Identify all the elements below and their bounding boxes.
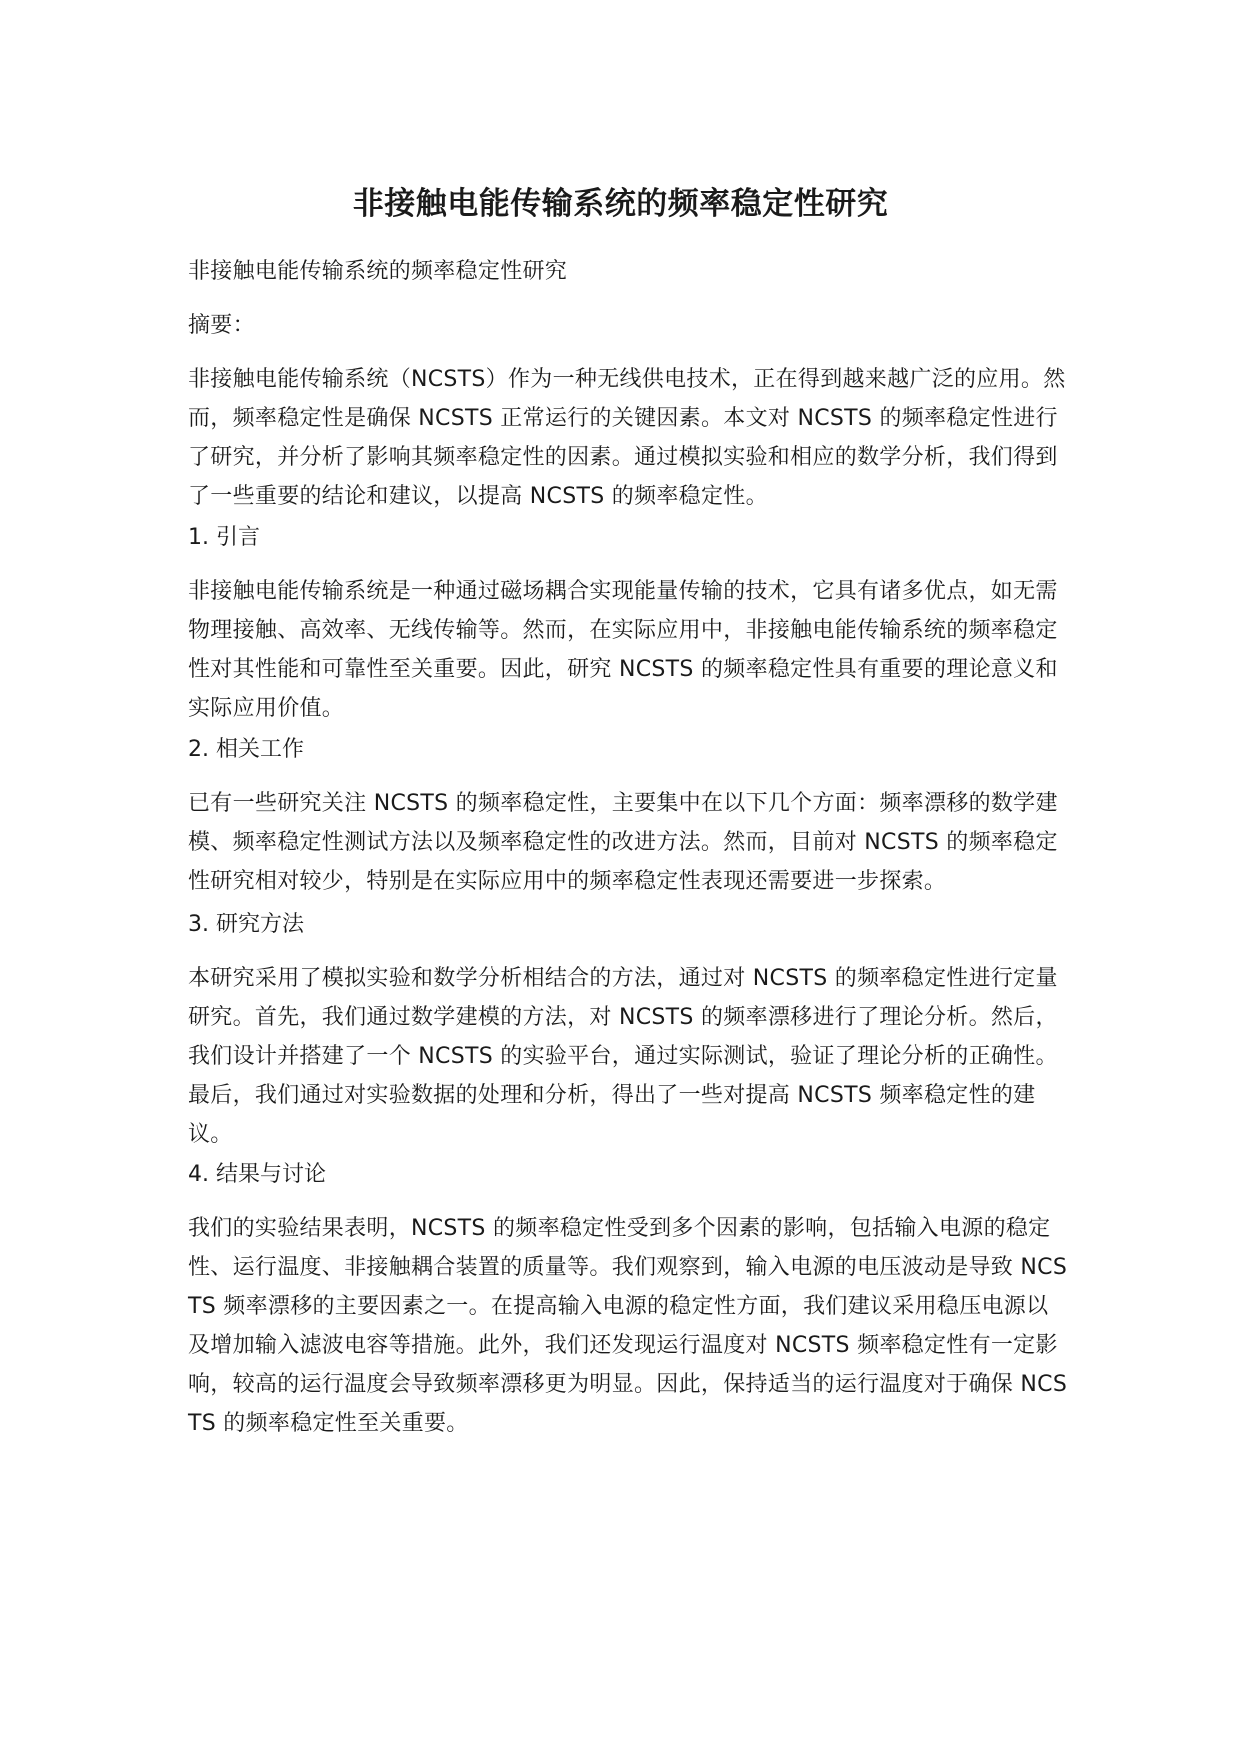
section-text-introduction: 非接触电能传输系统是一种通过磁场耦合实现能量传输的技术，它具有诸多优点，如无需物理接触、高效率、无线传输等。然而，在实际应用中，非接触电能传输系统的频率稳定性对其性能和可靠性至关重要。因此，研究 NCSTS 的频率稳定性具有重要的理论意义和实际应用价值。: [188, 579, 1058, 721]
section-heading-methods: 3. 研究方法: [188, 912, 304, 937]
document-title: 非接触电能传输系统的频率稳定性研究: [352, 186, 889, 222]
section-heading-related-work: 2. 相关工作: [188, 737, 304, 762]
section-heading-results: 4. 结果与讨论: [188, 1162, 326, 1187]
section-text-related-work: 已有一些研究关注 NCSTS 的频率稳定性，主要集中在以下几个方面：频率漂移的数学建模、频率稳定性测试方法以及频率稳定性的改进方法。然而，目前对 NCSTS 的频率稳定性研究相对较少，特别是在实际应用中的频率稳定性表现还需要进一步探索。: [188, 791, 1058, 894]
section-text-methods: 本研究采用了模拟实验和数学分析相结合的方法，通过对 NCSTS 的频率稳定性进行定量研究。首先，我们通过数学建模的方法，对 NCSTS 的频率漂移进行了理论分析。然后，我们设计并搭建了一个 NCSTS 的实验平台，通过实际测试，验证了理论分析的正确性。最后，我们通过对实验数据的处理和分析，得出了一些对提高 NCSTS 频率稳定性的建议。: [188, 966, 1058, 1147]
section-text-results: 我们的实验结果表明，NCSTS 的频率稳定性受到多个因素的影响，包括输入电源的稳定性、运行温度、非接触耦合装置的质量等。我们观察到，输入电源的电压波动是导致 NCSTS 频率漂移的主要因素之一。在提高输入电源的稳定性方面，我们建议采用稳压电源以及增加输入滤波电容等措施。此外，我们还发现运行温度对 NCSTS 频率稳定性有一定影响，较高的运行温度会导致频率漂移更为明显。因此，保持适当的运行温度对于确保 NCSTS 的频率稳定性至关重要。: [188, 1216, 1068, 1436]
document-subtitle: 非接触电能传输系统的频率稳定性研究: [188, 259, 568, 284]
abstract-label: 摘要：: [188, 313, 255, 338]
abstract-text: 非接触电能传输系统（NCSTS）作为一种无线供电技术，正在得到越来越广泛的应用。然而，频率稳定性是确保 NCSTS 正常运行的关键因素。本文对 NCSTS 的频率稳定性进行了研究，并分析了影响其频率稳定性的因素。通过模拟实验和相应的数学分析，我们得到了一些重要的结论和建议，以提高 NCSTS 的频率稳定性。: [188, 367, 1066, 509]
section-heading-introduction: 1. 引言: [188, 525, 260, 550]
